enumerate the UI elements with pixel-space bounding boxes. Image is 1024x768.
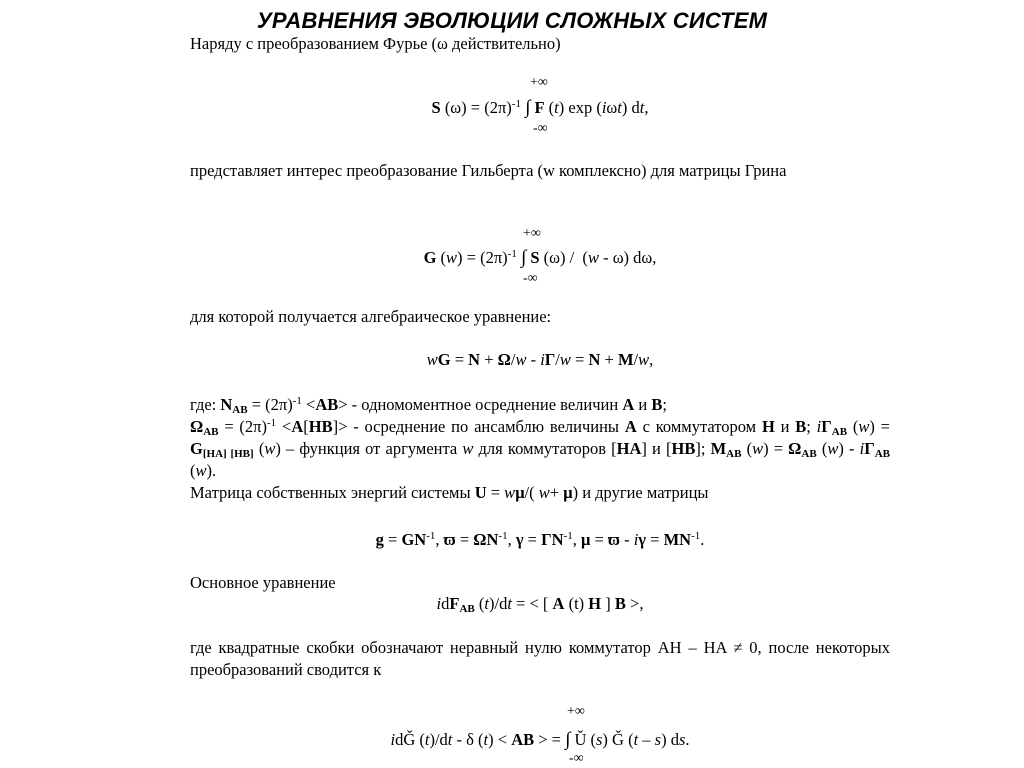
integral-lower-limit-1: -∞ xyxy=(533,121,548,136)
intro-paragraph: Наряду с преобразованием Фурье (ω действительно) xyxy=(190,34,561,53)
integral-lower-limit-3: -∞ xyxy=(569,751,584,766)
matrices-equation: $g = GN^{-1}$, $ϖ = \Omega N^{-1}$, $\gamma = \Gamma N^{-1}$, $\mu = ϖ - i\gamma = MN^{-1}$. xyxy=(375,530,705,549)
hilbert-equation: G $(w) = (2\pi)^{-1}$ ∫ S (ω) / (w - ω) dω, xyxy=(423,247,657,268)
fourier-equation: S $(\omega) = (2\pi)^{-1}$ ∫ F (t) exp (iωt) dt, xyxy=(431,97,649,118)
page-title: УРАВНЕНИЯ ЭВОЛЮЦИИ СЛОЖНЫХ СИСТЕМ xyxy=(256,8,768,33)
commutator-paragraph: где квадратные скобки обозначают неравный нулю коммутатор AH – HA ≠ 0, после некоторых преобразований сводится к xyxy=(190,638,890,679)
integral-upper-limit-2: +∞ xyxy=(523,226,541,241)
integral-upper-limit-3: +∞ xyxy=(567,704,585,719)
algebraic-paragraph: для которой получается алгебраическое уравнение: xyxy=(190,307,552,326)
reduced-equation: idǦ (t)/dt - δ (t) < AB > = ∫ Ǔ (s) Ǧ (t – s) ds. xyxy=(390,729,690,750)
main-equation: idF$_{AB}$ (t)/dt = < [ A (t) H ] B >, xyxy=(436,594,644,615)
definitions-paragraph: где: $N_{AB} = (2\pi)^{-1} <AB>$ - одномоментное осреднение величин A и B; $\Omega_{AB} = (2\pi)^{-1} <A[HB]>$ - осреднение по ансамблю величины A с коммутатором H и B; $i\Gamma_{AB}$ $(w) = G_{[HA] [HB]}$ (w) – функция от аргумента w для коммутаторов [HA] и [HB]; $M_{AB}$ $(w) = \Omega_{AB}$ $(w) - i\Gamma_{AB}$ (w). Матрица собственных энергий системы U = wμ/( w+ μ) и другие матрицы xyxy=(190,395,890,502)
algebraic-equation: wG = N + Ω/w - iΓ/w = N + M/w, xyxy=(426,350,654,369)
integral-upper-limit-1: +∞ xyxy=(530,75,548,90)
hilbert-paragraph: представляет интерес преобразование Гильберта (w комплексно) для матрицы Грина xyxy=(190,161,787,180)
integral-lower-limit-2: -∞ xyxy=(523,271,538,286)
main-equation-label: Основное уравнение xyxy=(190,573,336,592)
